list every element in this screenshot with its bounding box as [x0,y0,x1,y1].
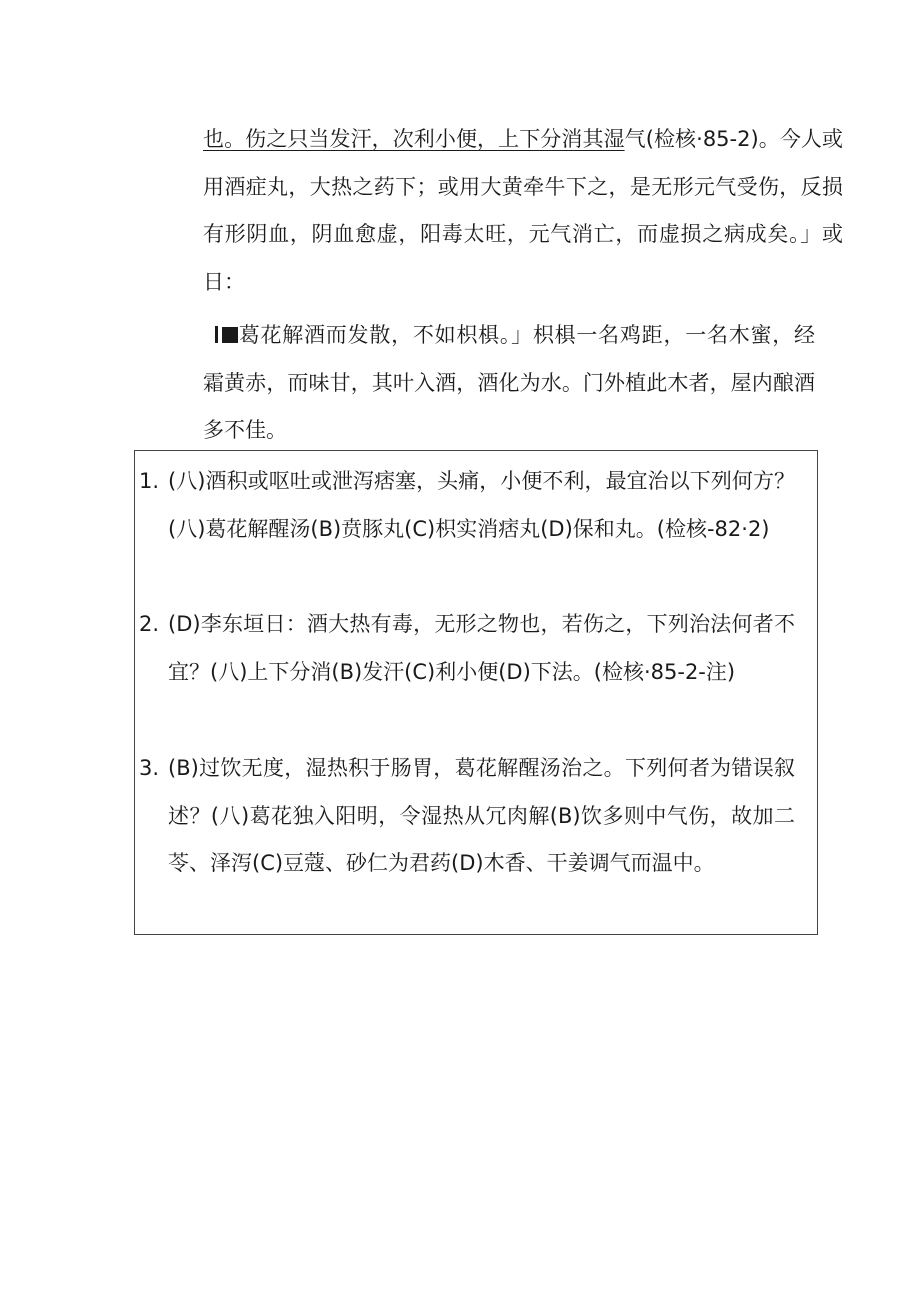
underlined-text: 也。伤之只当发汗，次利小便，上下分消其湿 [203,127,625,151]
question-text: (B)过饮无度，湿热积于肠胃，葛花解醒汤治之。下列何者为错误叙述？(八)葛花独入阳明，令湿热从冗肉解(B)饮多则中气伤，故加二苓、泽泻(C)豆蔻、砂仁为君药(D)木香、干姜调气而温中。 [168,756,795,875]
paragraph-text: 气(检核·85-2)。今人或用酒症丸，大热之药下；或用大黄牵牛下之，是无形元气受伤，反损有形阴血，阴血愈虚，阳毒太旺，元气消亡，而虚损之病成矣。」或日： [203,127,843,294]
question-item [135,745,795,888]
question-item [135,458,795,553]
passage-paragraph-1 [203,116,843,306]
question-number: 2. [139,612,160,636]
black-square-mark [222,327,238,343]
question-text: (D)李东垣日：酒大热有毒，无形之物也，若伤之，下列治法何者不宜？(八)上下分消(B)发汗(C)利小便(D)下法。(检核·85-2-注) [168,612,795,684]
vertical-bar-mark [215,326,218,343]
question-item [135,601,795,696]
question-text: (八)酒积或呕吐或泄泻痞塞，头痛，小便不利，最宜治以下列何方？(八)葛花解醒汤(B)贲豚丸(C)枳实消痞丸(D)保和丸。(检核-82·2) [168,469,795,541]
passage-paragraph-2 [203,312,815,455]
question-number: 3. [139,756,160,780]
question-number: 1. [139,469,160,493]
questions-box [134,450,818,935]
paragraph-text: 葛花解酒而发散，不如枳椇。」枳椇一名鸡距，一名木蜜，经霜黄赤，而味甘，其叶入酒，酒化为水。门外植此木者，屋内酿酒多不佳。 [203,323,815,442]
